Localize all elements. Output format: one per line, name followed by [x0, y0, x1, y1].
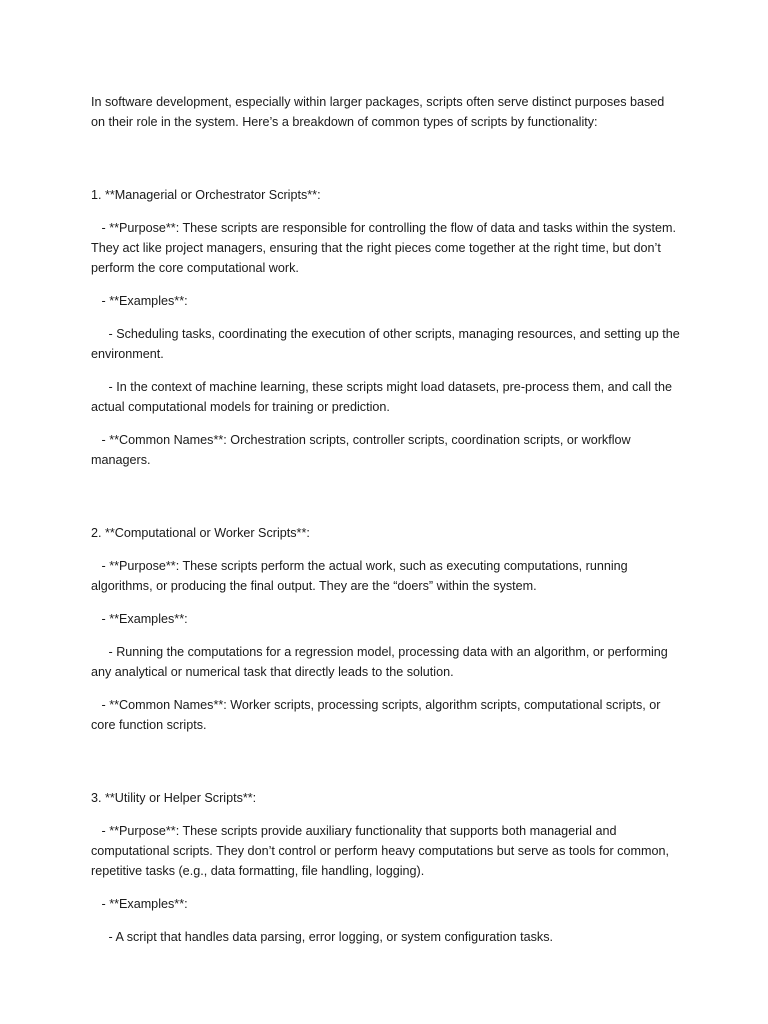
section-heading: 3. **Utility or Helper Scripts**: [91, 791, 257, 805]
common-names-paragraph: - **Common Names**: Orchestration scripts, controller scripts, coordination scripts, or workflow managers. [91, 433, 635, 467]
examples-label: - **Examples**: [91, 612, 188, 626]
example-item: - Running the computations for a regression model, processing data with an algorithm, or performing any analytical or numerical task that directly leads to the solution. [91, 645, 672, 679]
common-names-paragraph: - **Common Names**: Worker scripts, processing scripts, algorithm scripts, computational scripts, or core function scripts. [91, 698, 664, 732]
purpose-paragraph: - **Purpose**: These scripts are responsible for controlling the flow of data and tasks within the system. They act like project managers, ensuring that the right pieces come together at the right time, but don’t perform the core computational work. [91, 221, 680, 275]
purpose-paragraph: - **Purpose**: These scripts provide auxiliary functionality that supports both managerial and computational scripts. They don’t control or perform heavy computations but serve as tools for common, repetitive tasks (e.g., data formatting, file handling, logging). [91, 824, 673, 878]
examples-label: - **Examples**: [91, 897, 188, 911]
section-heading: 1. **Managerial or Orchestrator Scripts**: [91, 188, 321, 202]
example-item: - In the context of machine learning, these scripts might load datasets, pre-process them, and call the actual computational models for training or prediction. [91, 380, 676, 414]
section-heading: 2. **Computational or Worker Scripts**: [91, 526, 310, 540]
example-item: - Scheduling tasks, coordinating the execution of other scripts, managing resources, and setting up the environment. [91, 327, 684, 361]
document-page [91, 92, 684, 947]
intro-paragraph: In software development, especially within larger packages, scripts often serve distinct purposes based on their role in the system. Here’s a breakdown of common types of scripts by functionality: [91, 95, 668, 129]
purpose-paragraph: - **Purpose**: These scripts perform the actual work, such as executing computations, running algorithms, or producing the final output. They are the “doers” within the system. [91, 559, 632, 593]
examples-label: - **Examples**: [91, 294, 188, 308]
example-item: - A script that handles data parsing, error logging, or system configuration tasks. [91, 930, 554, 944]
